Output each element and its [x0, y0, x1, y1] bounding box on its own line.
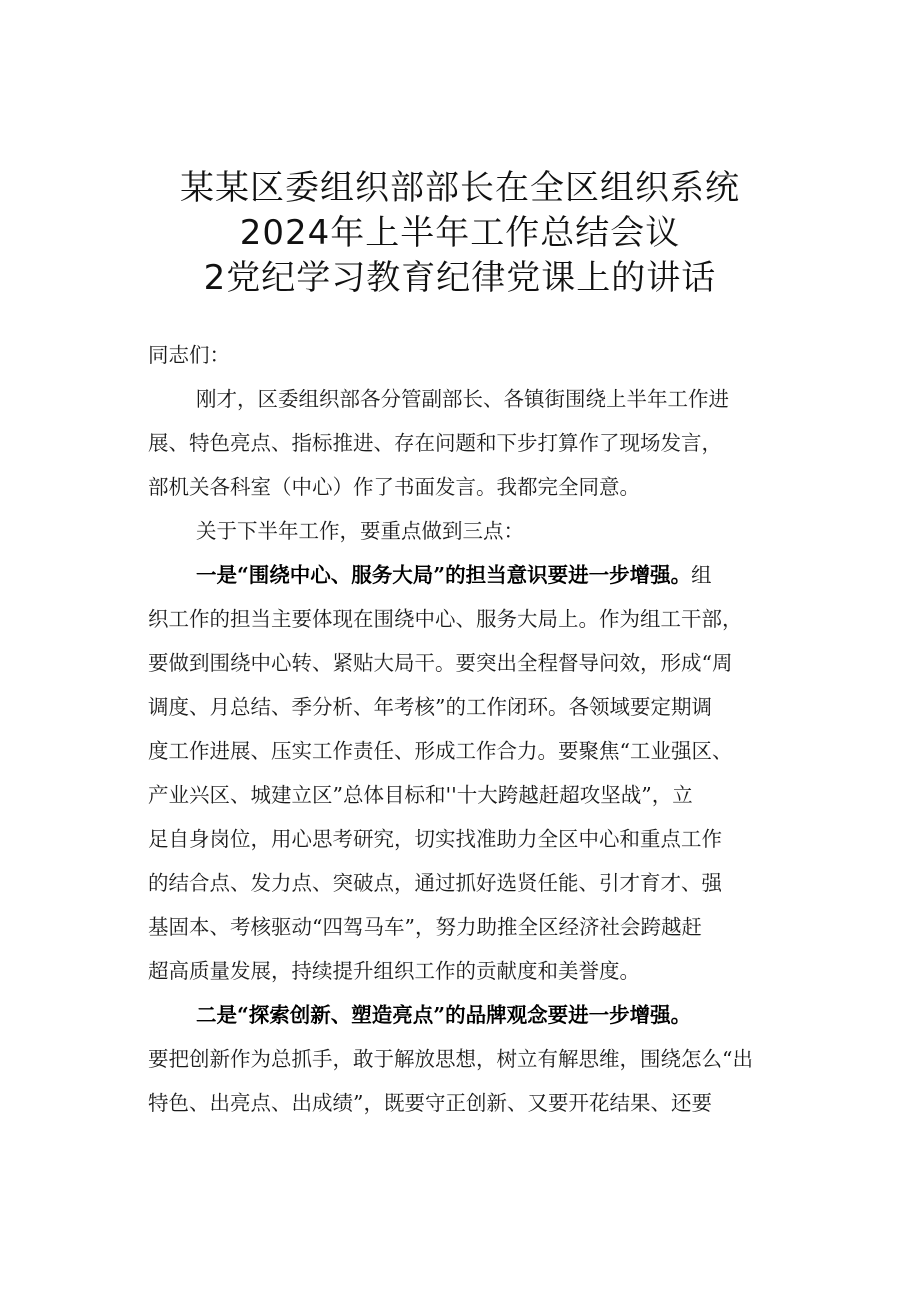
paragraph-3-line-5: 度工作进展、压实工作责任、形成工作合力。要聚焦“工业强区、	[148, 739, 733, 763]
paragraph-3-line-3: 要做到围绕中心转、紧贴大局干。要突出全程督导问效，形成“周	[148, 651, 733, 675]
point-one-heading: 一是“围绕中心、服务大局”的担当意识要进一步增强。	[196, 563, 692, 587]
greeting: 同志们：	[148, 343, 230, 367]
paragraph-4-line-2: 要把创新作为总抓手，敢于解放思想，树立有解思维，围绕怎么“出	[148, 1047, 753, 1071]
paragraph-3-line-7: 足自身岗位，用心思考研究，切实找准助力全区中心和重点工作	[148, 827, 722, 851]
paragraph-3-line-1	[196, 561, 798, 589]
paragraph-3-line-9: 基固本、考核驱动“四驾马车”，努力助推全区经济社会跨越赶	[148, 915, 702, 939]
paragraph-1-line-3: 部机关各科室（中心）作了书面发言。我都完全同意。	[148, 475, 640, 499]
document-title-line-2: 2024年上半年工作总结会议	[239, 213, 681, 253]
paragraph-3-line-1-rest: 组	[691, 563, 712, 587]
paragraph-3-line-4: 调度、月总结、季分析、年考核”的工作闭环。各领域要定期调	[148, 695, 712, 719]
paragraph-1-line-2: 展、特色亮点、指标推进、存在问题和下步打算作了现场发言，	[148, 431, 722, 455]
paragraph-3-line-10: 超高质量发展，持续提升组织工作的贡献度和美誉度。	[148, 959, 640, 983]
paragraph-3-line-2: 织工作的担当主要体现在围绕中心、服务大局上。作为组工干部，	[148, 607, 743, 631]
paragraph-2-line-1: 关于下半年工作，要重点做到三点：	[196, 519, 524, 543]
point-two-heading: 二是“探索创新、塑造亮点”的品牌观念要进一步增强。	[196, 1003, 692, 1027]
paragraph-3-line-6: 产业兴区、城建立区”总体目标和''十大跨越赶超攻坚战”，立	[148, 783, 693, 807]
paragraph-1-line-1: 刚才，区委组织部各分管副部长、各镇街围绕上半年工作进	[196, 387, 729, 411]
paragraph-3-line-8: 的结合点、发力点、突破点，通过抓好选贤任能、引才育才、强	[148, 871, 722, 895]
document-title-line-3: 2党纪学习教育纪律党课上的讲话	[203, 258, 717, 298]
paragraph-4-line-3: 特色、出亮点、出成绩”，既要守正创新、又要开花结果、还要	[148, 1091, 712, 1115]
document-title-line-1: 某某区委组织部部长在全区组织系统	[180, 168, 740, 208]
